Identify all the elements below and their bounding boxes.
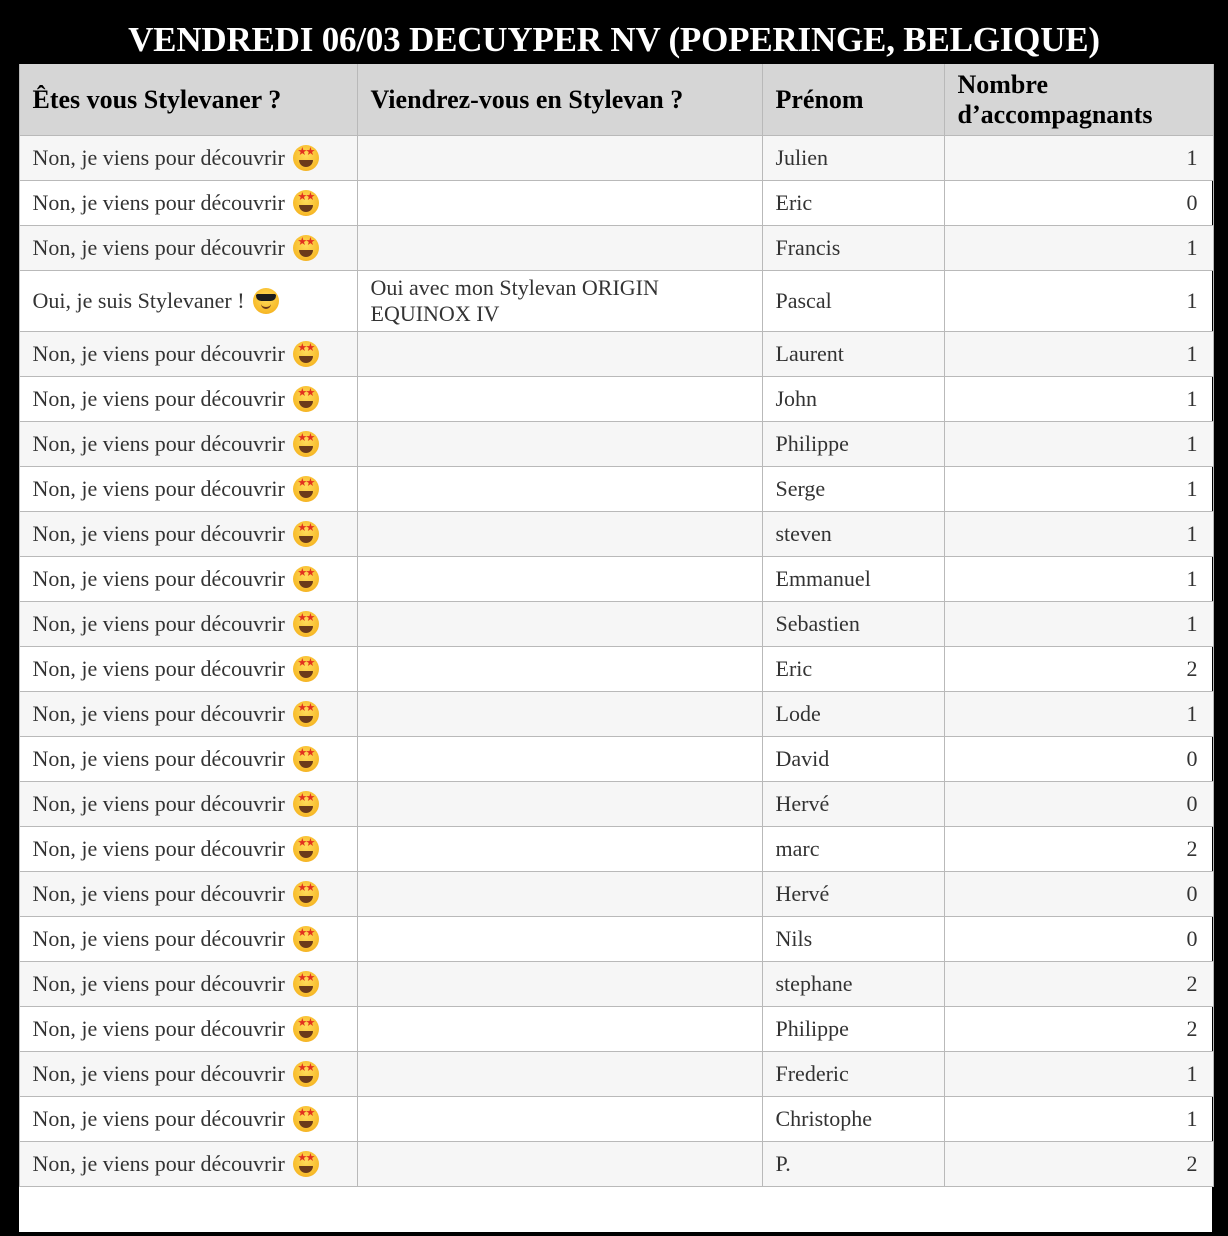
cell-guests: 1	[944, 377, 1213, 422]
table-row	[19, 467, 1213, 512]
cell-vehicle	[357, 226, 762, 271]
cell-guests: 1	[944, 512, 1213, 557]
table-header-row	[19, 64, 1213, 136]
stylevaner-answer: Non, je viens pour découvrir	[32, 386, 285, 411]
star-struck-emoji-icon	[293, 386, 319, 412]
cell-stylevaner	[19, 136, 357, 181]
table-row	[19, 1142, 1213, 1187]
stylevaner-answer: Non, je viens pour découvrir	[32, 235, 285, 260]
cell-firstname: Philippe	[762, 1007, 944, 1052]
table-row	[19, 1007, 1213, 1052]
cell-vehicle	[357, 332, 762, 377]
cell-vehicle	[357, 602, 762, 647]
page-title: VENDREDI 06/03 DECUYPER NV (POPERINGE, BELGIQUE)	[128, 20, 1100, 59]
cell-stylevaner	[19, 872, 357, 917]
cell-firstname: Eric	[762, 181, 944, 226]
table-row	[19, 181, 1213, 226]
cell-vehicle	[357, 782, 762, 827]
star-struck-emoji-icon	[293, 701, 319, 727]
table-row	[19, 917, 1213, 962]
cell-guests: 1	[944, 692, 1213, 737]
cell-guests: 1	[944, 557, 1213, 602]
cell-stylevaner	[19, 917, 357, 962]
registrations-table	[19, 64, 1214, 1187]
column-header-stylevaner: Êtes vous Stylevaner ?	[19, 64, 357, 136]
stylevaner-answer: Oui, je suis Stylevaner !	[32, 288, 245, 313]
cell-vehicle: Oui avec mon Stylevan ORIGIN EQUINOX IV	[357, 271, 762, 332]
table-row	[19, 782, 1213, 827]
cell-stylevaner	[19, 827, 357, 872]
cell-guests: 0	[944, 872, 1213, 917]
cell-guests: 2	[944, 1007, 1213, 1052]
cell-vehicle	[357, 1052, 762, 1097]
cell-stylevaner	[19, 226, 357, 271]
stylevaner-answer: Non, je viens pour découvrir	[32, 791, 285, 816]
cell-firstname: Emmanuel	[762, 557, 944, 602]
star-struck-emoji-icon	[293, 926, 319, 952]
star-struck-emoji-icon	[293, 341, 319, 367]
sunglasses-emoji-icon	[253, 288, 279, 314]
stylevaner-answer: Non, je viens pour découvrir	[32, 341, 285, 366]
star-struck-emoji-icon	[293, 656, 319, 682]
table-row	[19, 872, 1213, 917]
cell-stylevaner	[19, 1007, 357, 1052]
star-struck-emoji-icon	[293, 746, 319, 772]
table-row	[19, 512, 1213, 557]
cell-guests: 1	[944, 1052, 1213, 1097]
cell-firstname: marc	[762, 827, 944, 872]
cell-stylevaner	[19, 271, 357, 332]
table-row	[19, 1097, 1213, 1142]
cell-stylevaner	[19, 377, 357, 422]
cell-vehicle	[357, 692, 762, 737]
cell-guests: 1	[944, 136, 1213, 181]
table-row	[19, 647, 1213, 692]
stylevaner-answer: Non, je viens pour découvrir	[32, 656, 285, 681]
cell-firstname: Laurent	[762, 332, 944, 377]
cell-firstname: Sebastien	[762, 602, 944, 647]
cell-stylevaner	[19, 332, 357, 377]
cell-firstname: Christophe	[762, 1097, 944, 1142]
star-struck-emoji-icon	[293, 836, 319, 862]
cell-stylevaner	[19, 737, 357, 782]
star-struck-emoji-icon	[293, 611, 319, 637]
stylevaner-answer: Non, je viens pour découvrir	[32, 971, 285, 996]
table-row	[19, 377, 1213, 422]
star-struck-emoji-icon	[293, 235, 319, 261]
cell-firstname: Eric	[762, 647, 944, 692]
cell-guests: 1	[944, 271, 1213, 332]
cell-guests: 0	[944, 181, 1213, 226]
cell-stylevaner	[19, 647, 357, 692]
table-row	[19, 602, 1213, 647]
cell-vehicle	[357, 1097, 762, 1142]
cell-stylevaner	[19, 467, 357, 512]
cell-firstname: steven	[762, 512, 944, 557]
cell-vehicle	[357, 467, 762, 512]
cell-firstname: stephane	[762, 962, 944, 1007]
star-struck-emoji-icon	[293, 1061, 319, 1087]
star-struck-emoji-icon	[293, 791, 319, 817]
cell-stylevaner	[19, 1142, 357, 1187]
cell-vehicle	[357, 512, 762, 557]
table-row	[19, 557, 1213, 602]
star-struck-emoji-icon	[293, 566, 319, 592]
stylevaner-answer: Non, je viens pour découvrir	[32, 926, 285, 951]
cell-stylevaner	[19, 1052, 357, 1097]
cell-stylevaner	[19, 1097, 357, 1142]
star-struck-emoji-icon	[293, 145, 319, 171]
cell-vehicle	[357, 962, 762, 1007]
stylevaner-answer: Non, je viens pour découvrir	[32, 836, 285, 861]
cell-firstname: Philippe	[762, 422, 944, 467]
cell-guests: 1	[944, 1097, 1213, 1142]
star-struck-emoji-icon	[293, 971, 319, 997]
cell-vehicle	[357, 136, 762, 181]
column-header-firstname: Prénom	[762, 64, 944, 136]
star-struck-emoji-icon	[293, 190, 319, 216]
stylevaner-answer: Non, je viens pour découvrir	[32, 1061, 285, 1086]
cell-vehicle	[357, 737, 762, 782]
cell-guests: 0	[944, 917, 1213, 962]
stylevaner-answer: Non, je viens pour découvrir	[32, 701, 285, 726]
cell-stylevaner	[19, 602, 357, 647]
cell-guests: 0	[944, 782, 1213, 827]
stylevaner-answer: Non, je viens pour découvrir	[32, 476, 285, 501]
star-struck-emoji-icon	[293, 476, 319, 502]
cell-firstname: Francis	[762, 226, 944, 271]
cell-vehicle	[357, 422, 762, 467]
cell-firstname: Lode	[762, 692, 944, 737]
stylevaner-answer: Non, je viens pour découvrir	[32, 881, 285, 906]
cell-stylevaner	[19, 181, 357, 226]
cell-stylevaner	[19, 557, 357, 602]
cell-guests: 2	[944, 827, 1213, 872]
table-row	[19, 827, 1213, 872]
table-row	[19, 136, 1213, 181]
column-header-vehicle: Viendrez-vous en Stylevan ?	[357, 64, 762, 136]
stylevaner-answer: Non, je viens pour découvrir	[32, 190, 285, 215]
cell-guests: 2	[944, 647, 1213, 692]
cell-stylevaner	[19, 512, 357, 557]
star-struck-emoji-icon	[293, 1106, 319, 1132]
table-row	[19, 271, 1213, 332]
cell-stylevaner	[19, 422, 357, 467]
cell-vehicle	[357, 917, 762, 962]
stylevaner-answer: Non, je viens pour découvrir	[32, 746, 285, 771]
cell-guests: 2	[944, 1142, 1213, 1187]
cell-firstname: Pascal	[762, 271, 944, 332]
cell-firstname: David	[762, 737, 944, 782]
cell-firstname: Hervé	[762, 782, 944, 827]
cell-firstname: John	[762, 377, 944, 422]
stylevaner-answer: Non, je viens pour découvrir	[32, 431, 285, 456]
cell-stylevaner	[19, 782, 357, 827]
cell-stylevaner	[19, 962, 357, 1007]
table-row	[19, 422, 1213, 467]
table-row	[19, 226, 1213, 271]
table-row	[19, 962, 1213, 1007]
star-struck-emoji-icon	[293, 881, 319, 907]
cell-vehicle	[357, 1007, 762, 1052]
cell-firstname: Julien	[762, 136, 944, 181]
cell-guests: 1	[944, 332, 1213, 377]
table-row	[19, 737, 1213, 782]
cell-firstname: Frederic	[762, 1052, 944, 1097]
star-struck-emoji-icon	[293, 431, 319, 457]
table-row	[19, 332, 1213, 377]
cell-vehicle	[357, 647, 762, 692]
stylevaner-answer: Non, je viens pour découvrir	[32, 521, 285, 546]
cell-vehicle	[357, 827, 762, 872]
stylevaner-answer: Non, je viens pour découvrir	[32, 566, 285, 591]
cell-guests: 0	[944, 737, 1213, 782]
cell-vehicle	[357, 557, 762, 602]
cell-firstname: P.	[762, 1142, 944, 1187]
stylevaner-answer: Non, je viens pour découvrir	[32, 1016, 285, 1041]
star-struck-emoji-icon	[293, 1016, 319, 1042]
table-row	[19, 1052, 1213, 1097]
cell-vehicle	[357, 181, 762, 226]
cell-vehicle	[357, 377, 762, 422]
star-struck-emoji-icon	[293, 521, 319, 547]
stylevaner-answer: Non, je viens pour découvrir	[32, 145, 285, 170]
stylevaner-answer: Non, je viens pour découvrir	[32, 1151, 285, 1176]
registrations-panel	[19, 64, 1212, 1232]
cell-guests: 1	[944, 467, 1213, 512]
cell-guests: 2	[944, 962, 1213, 1007]
cell-guests: 1	[944, 226, 1213, 271]
cell-guests: 1	[944, 602, 1213, 647]
cell-vehicle	[357, 872, 762, 917]
column-header-guests: Nombre d’accompagnants	[944, 64, 1213, 136]
star-struck-emoji-icon	[293, 1151, 319, 1177]
cell-firstname: Nils	[762, 917, 944, 962]
stylevaner-answer: Non, je viens pour découvrir	[32, 611, 285, 636]
table-body	[19, 136, 1213, 1187]
table-row	[19, 692, 1213, 737]
cell-guests: 1	[944, 422, 1213, 467]
cell-vehicle	[357, 1142, 762, 1187]
cell-stylevaner	[19, 692, 357, 737]
stylevaner-answer: Non, je viens pour découvrir	[32, 1106, 285, 1131]
cell-firstname: Serge	[762, 467, 944, 512]
cell-firstname: Hervé	[762, 872, 944, 917]
